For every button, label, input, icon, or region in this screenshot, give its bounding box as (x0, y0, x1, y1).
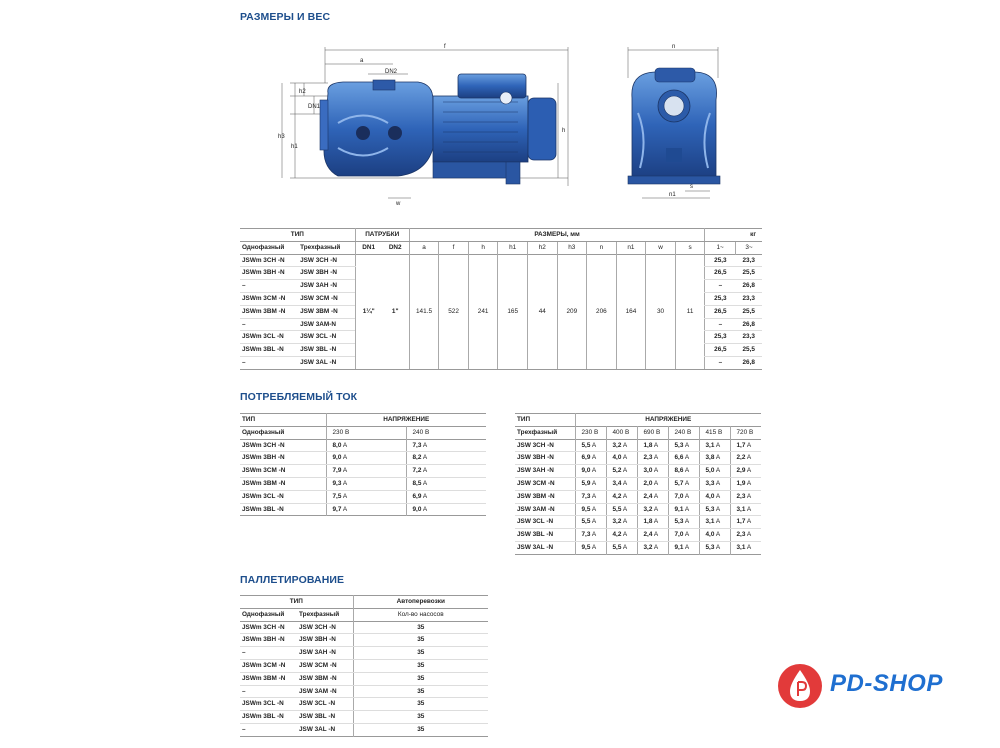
col-three: Трехфазный (300, 243, 341, 251)
col-qty: Кол-во насосов (353, 608, 488, 621)
pump-side-drawing (268, 38, 578, 208)
table-row: JSWm 3CM -N JSW 3CM -N 25,3 23,3 (240, 292, 762, 305)
col-kg1: 1~ (705, 241, 736, 254)
size-w: 30 (646, 254, 676, 369)
dim-label-h1: h1 (291, 144, 298, 150)
col-three: Трехфазный (517, 428, 558, 436)
table-row: JSW 3AM -N 9,5 A 5,5 A 3,2 A 9,1 A 5,3 A 3,1 A (515, 503, 761, 516)
col-group-ports: ПАТРУБКИ (355, 229, 409, 242)
col-kg3: 3~ (735, 241, 762, 254)
current-single-table: ТИП НАПРЯЖЕНИЕ Однофазный 230 В 240 В JSWm 3CH -N 8,0 A 7,3 A JSWm 3BH -N 9,0 A 8,2 A JSWm 3CM -N 7,9 A 7,2 A JSWm 3BM -N 9,3 A 8,5 A JSWm 3CL -N 7,5 A 6,9 A JSWm 3BL -N 9,7 A 9,0 A (240, 413, 486, 516)
col-s: s (675, 241, 705, 254)
section-title-dimensions: РАЗМЕРЫ И ВЕС (240, 11, 331, 23)
size-h1: 165 (498, 254, 528, 369)
table-row: JSWm 3CH -N JSW 3CH -N 35 (240, 621, 488, 634)
current-three-table: ТИП НАПРЯЖЕНИЕ Трехфазный 230 В 400 В 690 В 240 В 415 В 720 В JSW 3CH -N 5,5 A 3,2 A 1,8 A 5,3 A 3,1 A 1,7 A JSW 3BH -N 6,9 A 4,0 A 2,3 A 6,6 A 3,8 A 2,2 A JSW 3AH -N 9,0 A 5,2 A 3,0 A 8,6 A 5,0 A 2,9 A JSW 3CM -N 5,9 A 3,4 A 2,0 A 5,7 A 3,3 A 1,9 A JSW 3BM -N 7,3 A 4,2 A 2,4 A 7,0 A 4,0 A 2,3 A JSW 3AM -N 9,5 A 5,5 A 3,2 A 9,1 A 5,3 A 3,1 A JSW 3CL -N 5,5 A 3,2 A 1,8 A 5,3 A 3,1 A 1,7 A JSW 3BL -N 7,3 A 4,2 A 2,4 A 7,0 A 4,0 A 2,3 A JSW 3AL -N 9,5 A 5,5 A 3,2 A 9,1 A 5,3 A 3,1 A (515, 413, 761, 555)
col-single: Однофазный (242, 243, 285, 251)
col-type: ТИП (242, 416, 256, 423)
col-w: w (646, 241, 676, 254)
table-row: JSW 3BL -N 7,3 A 4,2 A 2,4 A 7,0 A 4,0 A 2,3 A (515, 529, 761, 542)
col-h1: h1 (498, 241, 528, 254)
dim-label-h: h (562, 128, 566, 134)
col-h: h (468, 241, 498, 254)
size-s: 11 (675, 254, 705, 369)
col-single: Однофазный (242, 428, 285, 436)
table-row: JSWm 3CL -N JSW 3CL -N 25,3 23,3 (240, 331, 762, 344)
table-row: – JSW 3AM-N – 26,8 (240, 318, 762, 331)
dim-label-f: f (444, 44, 446, 50)
table-row: JSWm 3CL -N 7,5 A 6,9 A (240, 490, 486, 503)
table-row: JSWm 3CM -N JSW 3CM -N 35 (240, 659, 488, 672)
table-row: JSWm 3BH -N 9,0 A 8,2 A (240, 452, 486, 465)
col-three: Трехфазный (299, 610, 340, 618)
section-title-current: ПОТРЕБЛЯЕМЫЙ ТОК (240, 391, 358, 403)
table-row: JSW 3CH -N 5,5 A 3,2 A 1,8 A 5,3 A 3,1 A 1,7 A (515, 439, 761, 452)
size-h2: 44 (527, 254, 557, 369)
table-row: JSWm 3BM -N 9,3 A 8,5 A (240, 477, 486, 490)
table-row: JSWm 3CH -N 8,0 A 7,3 A (240, 439, 486, 452)
table-row: JSWm 3CH -N JSW 3CH -N 1¼" 1" 141.5 522 241 165 44 209 206 164 30 11 25,3 23,3 (240, 254, 762, 267)
table-row: – JSW 3AM -N 35 (240, 685, 488, 698)
pd-shop-logo (776, 658, 976, 714)
table-row: – JSW 3AH -N – 26,8 (240, 280, 762, 293)
size-h3: 209 (557, 254, 587, 369)
dn2-value: 1" (382, 254, 410, 369)
col-dn2: DN2 (388, 243, 402, 251)
dim-label-n: n (672, 44, 676, 50)
col-single: Однофазный (242, 610, 285, 618)
col-voltage: НАПРЯЖЕНИЕ (575, 414, 761, 427)
table-row: JSW 3AL -N 9,5 A 5,5 A 3,2 A 9,1 A 5,3 A 3,1 A (515, 541, 761, 554)
dim-label-s: s (690, 184, 693, 190)
drop-icon (776, 658, 824, 714)
table-row: – JSW 3AL -N – 26,8 (240, 356, 762, 369)
col-dn1: DN1 (355, 241, 382, 254)
col-h3: h3 (557, 241, 587, 254)
col-type: ТИП (289, 598, 303, 605)
pallet-table (240, 595, 488, 737)
col-n: n (587, 241, 617, 254)
dimensions-table (240, 228, 762, 370)
col-a: a (409, 241, 439, 254)
table-row: JSWm 3BL -N JSW 3BL -N 35 (240, 711, 488, 724)
dn1-value: 1¼" (355, 254, 382, 369)
col-f: f (439, 241, 469, 254)
table-row: JSW 3BH -N 6,9 A 4,0 A 2,3 A 6,6 A 3,8 A 2,2 A (515, 452, 761, 465)
dim-label-h3: h3 (278, 134, 285, 140)
table-row: – JSW 3AL -N 35 (240, 723, 488, 736)
logo-text: PD-SHOP (830, 670, 943, 697)
table-row: – JSW 3AH -N 35 (240, 647, 488, 660)
dim-label-dn1: DN1 (308, 104, 321, 110)
dim-label-n1: n1 (669, 192, 676, 198)
dim-label-a: a (360, 58, 364, 64)
table-row: JSWm 3BL -N 9,7 A 9,0 A (240, 503, 486, 516)
table-row: JSW 3CM -N 5,9 A 3,4 A 2,0 A 5,7 A 3,3 A 1,9 A (515, 477, 761, 490)
table-row: JSWm 3BM -N JSW 3BM -N 26,5 25,5 (240, 305, 762, 318)
size-f: 522 (439, 254, 469, 369)
table-row: JSWm 3BM -N JSW 3BM -N 35 (240, 672, 488, 685)
section-title-pallet: ПАЛЛЕТИРОВАНИЕ (240, 574, 345, 586)
size-n: 206 (587, 254, 617, 369)
col-truck: Автоперевозки (353, 596, 488, 609)
col-group-type: ТИП (240, 229, 355, 242)
pump-front-drawing (620, 38, 730, 208)
col-h2: h2 (527, 241, 557, 254)
col-voltage: НАПРЯЖЕНИЕ (326, 414, 486, 427)
col-group-kg: кг (705, 229, 762, 242)
table-row: JSW 3BM -N 7,3 A 4,2 A 2,4 A 7,0 A 4,0 A 2,3 A (515, 490, 761, 503)
col-n1: n1 (616, 241, 646, 254)
col-group-sizes: РАЗМЕРЫ, мм (409, 229, 705, 242)
size-n1: 164 (616, 254, 646, 369)
col-type: ТИП (517, 416, 531, 423)
table-row: JSW 3CL -N 5,5 A 3,2 A 1,8 A 5,3 A 3,1 A 1,7 A (515, 516, 761, 529)
table-row: JSW 3AH -N 9,0 A 5,2 A 3,0 A 8,6 A 5,0 A 2,9 A (515, 465, 761, 478)
table-row: JSWm 3CM -N 7,9 A 7,2 A (240, 465, 486, 478)
table-row: JSWm 3BH -N JSW 3BH -N 35 (240, 634, 488, 647)
dim-label-h2: h2 (299, 89, 306, 95)
size-h: 241 (468, 254, 498, 369)
dim-label-w: w (396, 201, 401, 207)
dim-label-dn2: DN2 (385, 69, 398, 75)
table-row: JSWm 3BL -N JSW 3BL -N 26,5 25,5 (240, 344, 762, 357)
table-row: JSWm 3BH -N JSW 3BH -N 26,5 25,5 (240, 267, 762, 280)
size-a: 141.5 (409, 254, 439, 369)
table-row: JSWm 3CL -N JSW 3CL -N 35 (240, 698, 488, 711)
